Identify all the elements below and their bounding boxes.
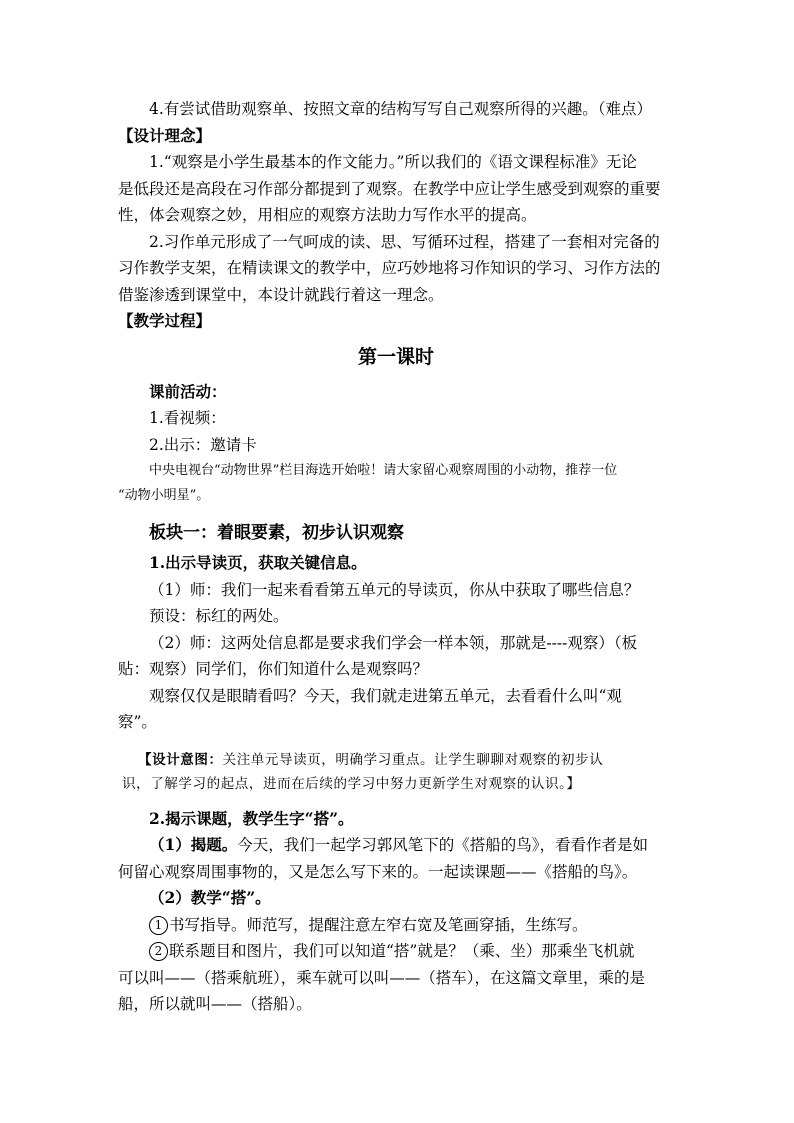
- circled-number-1: 1: [149, 916, 168, 935]
- design-intent-line-2: 识，了解学习的起点，进而在后续的学习中努力更新学生对观察的认识。】: [122, 775, 581, 792]
- pre-class-heading: 课前活动：: [149, 381, 227, 401]
- concept-2-line-1: 2.习作单元形成了一气呵成的读、思、写循环过程，搭建了一套相对完备的: [149, 232, 660, 251]
- concept-2-line-3: 借鉴渗透到课堂中，本设计就践行着这一理念。: [118, 285, 444, 304]
- design-intent-label: 【设计意图：: [138, 751, 223, 768]
- step-1-question-3-line-1: 观察仅仅是眼睛看吗？今天，我们就走进第五单元，去看看什么叫“观: [149, 686, 622, 705]
- concept-1-line-2: 是低段还是高段在习作部分都提到了观察。在教学中应让学生感受到观察的重要: [118, 179, 661, 198]
- block-1-title: 板块一：着眼要素，初步认识观察: [149, 523, 404, 543]
- heading-teaching-process: 【教学过程】: [118, 311, 212, 330]
- design-intent: [118, 748, 674, 796]
- concept-2-line-2: 习作教学支架，在精读课文的教学中，应巧妙地将习作知识的学习、习作方法的: [118, 259, 661, 277]
- design-intent-text-1: 关注单元导读页，明确学习重点。让学生聊聊对观察的初步认: [222, 751, 604, 768]
- step-2-1-line-2: 何留心观察周围事物的，又是怎么写下来的。一起读课题——《搭船的鸟》。: [118, 862, 638, 881]
- invite-line-1: 中央电视台“动物世界”栏目海选开始啦！请大家留心观察周围的小动物，推荐一位: [149, 463, 618, 478]
- step-2-2-title: （2）教学“搭”。: [149, 888, 271, 907]
- step-2-2-item-b-line-3: 船，所以就叫——（搭船）。: [118, 995, 312, 1013]
- step-2-2-item-a: [118, 912, 674, 939]
- step-2-1-label: （1）揭题。: [149, 835, 238, 854]
- concept-1-line-3: 性，体会观察之妙，用相应的观察方法助力写作水平的提高。: [118, 206, 537, 224]
- lesson-title: 第一课时: [357, 345, 434, 368]
- heading-design-concept: 【设计理念】: [118, 125, 212, 145]
- pre-class-item-2: 2.出示：邀请卡: [149, 435, 257, 454]
- step-2-1-text: 今天，我们一起学习郭风笔下的《搭船的鸟》，看看作者是如: [237, 836, 649, 854]
- step-1-question-3-line-2: 察”。: [118, 713, 157, 731]
- design-intent-line-1: [118, 748, 674, 772]
- circled-number-2: 2: [149, 942, 168, 961]
- step-1-question-2-line-1: （2）师：这两处信息都是要求我们学会一样本领，那就是----观察）（板: [149, 633, 638, 652]
- step-2-2-item-a-text: 书写指导。师范写，提醒注意左窄右宽及笔画穿插，生练写。: [169, 915, 588, 934]
- step-2-title: 2.揭示课题，教学生字“搭”。: [149, 808, 354, 828]
- step-2-2-item-b-line-2: 可以叫——（搭乘航班），乘车就可以叫——（搭车），在这篇文章里，乘的是: [118, 968, 646, 987]
- step-2-2-item-b-line-1: [118, 938, 674, 965]
- step-1-question-1: （1）师：我们一起来看看第五单元的导读页，你从中获取了哪些信息？: [149, 580, 640, 599]
- step-1-title: 1.出示导读页，获取关键信息。: [149, 553, 367, 572]
- goal-4-line: 4.有尝试借助观察单、按照文章的结构写写自己观察所得的兴趣。（难点）: [149, 100, 653, 118]
- pre-class-item-1: 1.看视频：: [149, 409, 226, 427]
- document-page: [118, 96, 674, 1018]
- step-1-preset: 预设：标红的两处。: [149, 607, 289, 625]
- step-2-2-item-b-text: 联系题目和图片，我们可以知道“搭”就是？（乘、坐）那乘坐飞机就: [169, 942, 635, 960]
- invite-line-2: “动物小明星”。: [118, 488, 210, 503]
- step-2-1-line-1: [118, 832, 674, 859]
- step-1-question-2-line-2: 贴：观察）同学们，你们知道什么是观察吗？: [118, 660, 429, 678]
- concept-1-line-1: 1.“观察是小学生最基本的作文能力。”所以我们的《语文课程标准》无论: [149, 153, 637, 171]
